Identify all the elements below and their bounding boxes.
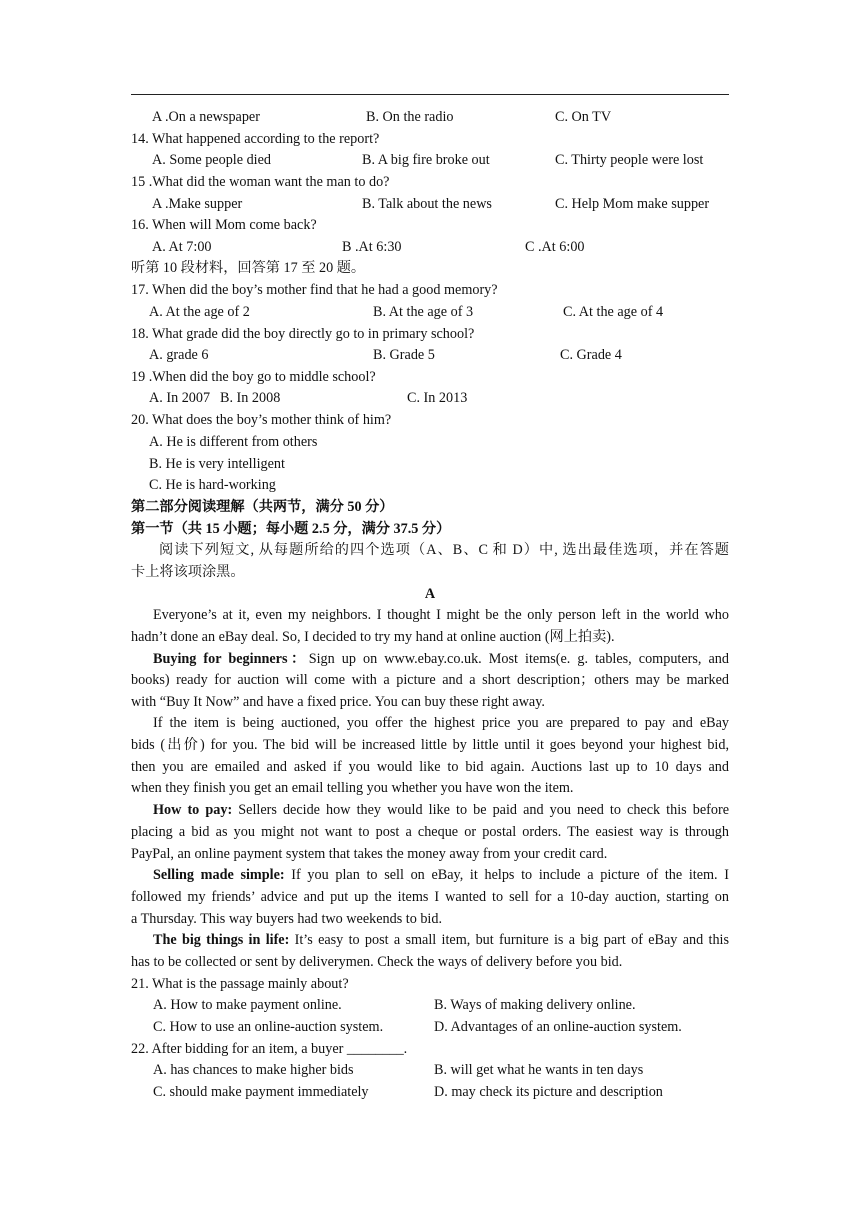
passage-p1-line2: hadn’t done an eBay deal. So, I decided to try my hand at online auction (网上拍卖). xyxy=(131,629,615,645)
passage-p2-line2: books) ready for auction will come with a picture and a short description；others may be marked xyxy=(131,672,729,688)
passage-p5-line3: a Thursday. This way buyers had two weekends to bid. xyxy=(131,911,443,927)
passage-p2-line3: with “Buy It Now” and have a fixed price. You can buy these right away. xyxy=(131,694,545,710)
q14-option-b: B. A big fire broke out xyxy=(362,152,490,168)
passage-a-label: A xyxy=(424,586,436,602)
passage-p3-line1: If the item is being auctioned, you offer the highest price you are prepared to pay and eBay xyxy=(153,715,729,731)
q16-option-c: C .At 6:00 xyxy=(525,239,585,255)
q19-option-c: C. In 2013 xyxy=(407,390,468,406)
passage-p4-line3: PayPal, an online payment system that takes the money away from your credit card. xyxy=(131,846,608,862)
q13-option-c: C. On TV xyxy=(555,109,612,125)
reading-instruction-line2: 卡上将该项涂黑。 xyxy=(131,564,245,580)
q15-question: 15 .What did the woman want the man to do? xyxy=(131,174,390,190)
q15-option-b: B. Talk about the news xyxy=(362,196,492,212)
passage-p4-line2: placing a bid as you might not want to post a cheque or postal orders. The easiest way is through xyxy=(131,824,729,840)
q16-option-a: A. At 7:00 xyxy=(152,239,212,255)
material-10-instruction: 听第 10 段材料，回答第 17 至 20 题。 xyxy=(131,260,366,276)
part2-heading: 第二部分阅读理解（共两节，满分 50 分） xyxy=(131,499,394,515)
q22-option-b: B. will get what he wants in ten days xyxy=(434,1062,644,1078)
q18-option-b: B. Grade 5 xyxy=(373,347,435,363)
q15-option-c: C. Help Mom make supper xyxy=(555,196,710,212)
passage-p6-line1: The big things in life: It’s easy to post a small item, but furniture is a big part of eBay and this xyxy=(153,932,729,948)
q18-option-a: A. grade 6 xyxy=(149,347,209,363)
q14-option-c: C. Thirty people were lost xyxy=(555,152,704,168)
q16-option-b: B .At 6:30 xyxy=(342,239,402,255)
q17-option-b: B. At the age of 3 xyxy=(373,304,474,320)
q21-option-c: C. How to use an online-auction system. xyxy=(153,1019,384,1035)
q13-option-a: A .On a newspaper xyxy=(152,109,260,125)
passage-p6-line2: has to be collected or sent by deliverymen. Check the ways of delivery before you bid. xyxy=(131,954,623,970)
q18-question: 18. What grade did the boy directly go to in primary school? xyxy=(131,326,475,342)
passage-p5-line1: Selling made simple: If you plan to sell on eBay, it helps to include a picture of the item. I xyxy=(153,867,730,883)
passage-p5-line2: followed my friends’ advice and put up the items I wanted to sell for a 10-day auction, starting on xyxy=(131,889,729,905)
passage-p4-line1: How to pay: Sellers decide how they would like to be paid and you need to check this before xyxy=(153,802,729,818)
q17-option-c: C. At the age of 4 xyxy=(563,304,664,320)
q21-option-d: D. Advantages of an online-auction system. xyxy=(434,1019,682,1035)
q14-question: 14. What happened according to the report? xyxy=(131,131,380,147)
q20-option-b: B. He is very intelligent xyxy=(149,456,285,472)
q20-option-c: C. He is hard-working xyxy=(149,477,276,493)
passage-p2-line1: Buying for beginners：Sign up on www.ebay.co.uk. Most items(e. g. tables, computers, and xyxy=(153,651,729,667)
reading-instruction-line1: 阅读下列短文, 从每题所给的四个选项（A、B、C 和 D）中, 选出最佳选项，并在答题 xyxy=(159,542,729,558)
q19-option-a: A. In 2007 xyxy=(149,390,211,406)
q20-question: 20. What does the boy’s mother think of him? xyxy=(131,412,392,428)
q22-option-c: C. should make payment immediately xyxy=(153,1084,369,1100)
q13-option-b: B. On the radio xyxy=(366,109,454,125)
q17-question: 17. When did the boy’s mother find that he had a good memory? xyxy=(131,282,498,298)
q20-option-a: A. He is different from others xyxy=(149,434,318,450)
q19-question: 19 .When did the boy go to middle school? xyxy=(131,369,376,385)
q22-question: 22. After bidding for an item, a buyer ________. xyxy=(131,1041,408,1057)
passage-p1-line1: Everyone’s at it, even my neighbors. I thought I might be the only person left in the world who xyxy=(153,607,729,623)
q14-option-a: A. Some people died xyxy=(152,152,271,168)
q21-option-b: B. Ways of making delivery online. xyxy=(434,997,636,1013)
q18-option-c: C. Grade 4 xyxy=(560,347,622,363)
q21-option-a: A. How to make payment online. xyxy=(153,997,342,1013)
q22-option-a: A. has chances to make higher bids xyxy=(153,1062,354,1078)
q17-option-a: A. At the age of 2 xyxy=(149,304,250,320)
header-rule xyxy=(131,94,729,95)
q19-option-b: B. In 2008 xyxy=(220,390,281,406)
passage-p3-line4: when they finish you get an email telling you whether you have won the item. xyxy=(131,780,574,796)
q22-option-d: D. may check its picture and description xyxy=(434,1084,663,1100)
q16-question: 16. When will Mom come back? xyxy=(131,217,317,233)
section1-heading: 第一节（共 15 小题；每小题 2.5 分，满分 37.5 分） xyxy=(131,521,451,537)
passage-p3-line2: bids (出价) for you. The bid will be increased little by little until it goes beyond your highest bid, xyxy=(131,737,729,753)
q21-question: 21. What is the passage mainly about? xyxy=(131,976,349,992)
passage-p3-line3: then you are emailed and asked if you would like to bid again. Auctions last up to 10 days and xyxy=(131,759,729,775)
q15-option-a: A .Make supper xyxy=(152,196,243,212)
